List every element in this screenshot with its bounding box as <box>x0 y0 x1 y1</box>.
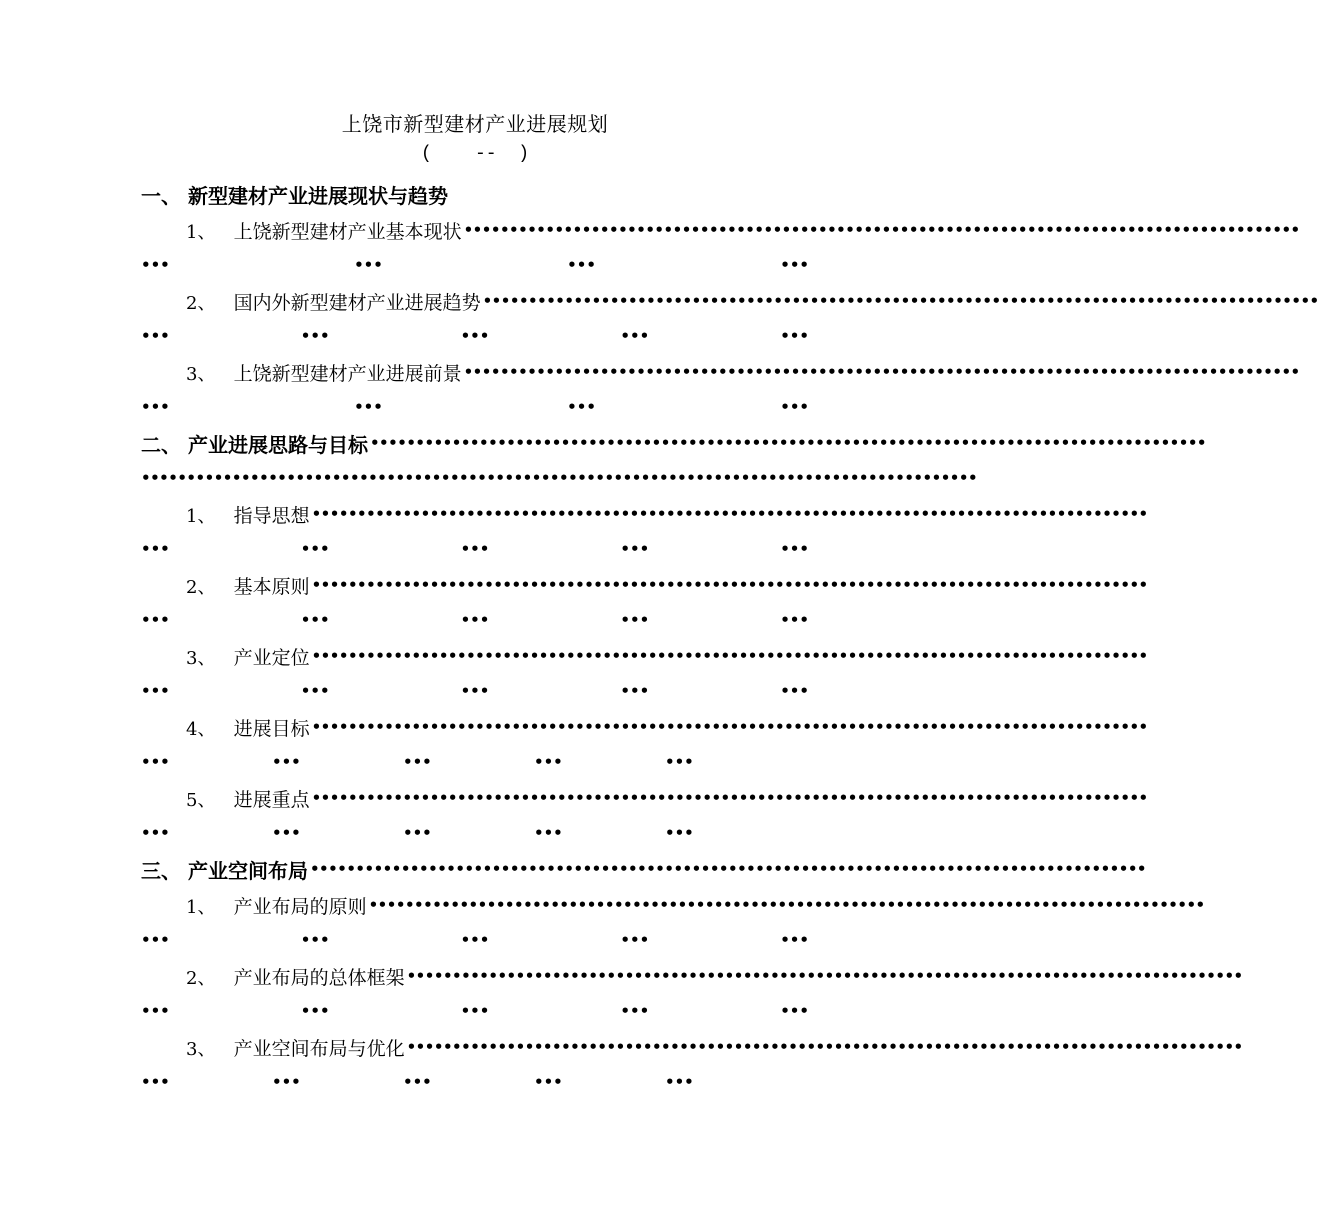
toc-item-2-4[interactable] <box>186 712 1148 742</box>
toc-section-2-label: 二、 产业进展思路与目标 <box>141 432 368 457</box>
toc-item-3-2[interactable] <box>186 961 1243 991</box>
toc-leader-continuation: •••••••••••••••••••••••••••••••••••••••••••••••••••••••••••••••••••••••••••••••••••••••••••• <box>141 469 978 487</box>
toc-leader-continuation: ••• ••• ••• ••• ••• <box>141 931 809 949</box>
toc-item-label: 产业定位 <box>233 646 310 669</box>
toc-item-number: 1、 <box>186 221 216 243</box>
toc-dot-leader: •••••••••••••••••••••••••••••••••••••••••••••••••••••••••••••••••••••••••••••••••••••••••••• <box>369 434 1207 452</box>
toc-item-number: 1、 <box>186 896 216 918</box>
toc-item-label: 上饶新型建材产业进展前景 <box>233 362 462 385</box>
toc-dot-leader: •••••••••••••••••••••••••••••••••••••••••••••••••••••••••••••••••••••••••••••••••••••••••••• <box>311 576 1148 594</box>
toc-item-3-1[interactable] <box>186 890 1205 920</box>
toc-item-number: 3、 <box>186 1038 216 1060</box>
document-subtitle: ( -- ) <box>420 144 530 164</box>
toc-item-label: 产业空间布局与优化 <box>233 1037 405 1060</box>
toc-leader-continuation: ••• ••• ••• ••• ••• <box>141 611 809 629</box>
toc-leader-continuation: ••• ••• ••• ••• ••• <box>141 682 809 700</box>
toc-dot-leader: •••••••••••••••••••••••••••••••••••••••••••••••••••••••••••••••••••••••••••••••••••••••••••• <box>368 896 1205 914</box>
toc-item-number: 3、 <box>186 647 216 669</box>
toc-dot-leader: •••••••••••••••••••••••••••••••••••••••••••••••••••••••••••••••••••••••••••••••••••••••••••• <box>311 789 1148 807</box>
toc-item-label: 产业布局的原则 <box>233 895 367 918</box>
toc-item-label: 进展重点 <box>233 788 310 811</box>
toc-leader-continuation: ••• ••• ••• ••• ••• <box>141 1002 809 1020</box>
toc-section-1-label: 一、 新型建材产业进展现状与趋势 <box>141 183 448 208</box>
toc-dot-leader: •••••••••••••••••••••••••••••••••••••••••••••••••••••••••••••••••••••••••••••••••••••••••••• <box>406 967 1243 985</box>
toc-item-number: 2、 <box>186 967 216 989</box>
toc-section-2[interactable] <box>141 428 1207 458</box>
toc-section-3-label: 三、 产业空间布局 <box>141 858 308 883</box>
toc-item-number: 2、 <box>186 292 216 314</box>
toc-item-2-1[interactable] <box>186 499 1148 529</box>
toc-item-label: 产业布局的总体框架 <box>233 966 405 989</box>
toc-dot-leader: •••••••••••••••••••••••••••••••••••••••••••••••••••••••••••••••••••••••••••••••••••••••••••• <box>482 292 1319 310</box>
toc-dot-leader: •••••••••••••••••••••••••••••••••••••••••••••••••••••••••••••••••••••••••••••••••••••••••••• <box>463 221 1300 239</box>
toc-dot-leader: •••••••••••••••••••••••••••••••••••••••••••••••••••••••••••••••••••••••••••••••••••••••••••• <box>311 718 1148 736</box>
toc-dot-leader: •••••••••••••••••••••••••••••••••••••••••••••••••••••••••••••••••••••••••••••••••••••••••••• <box>309 860 1147 878</box>
toc-item-label: 上饶新型建材产业基本现状 <box>233 220 462 243</box>
toc-dot-leader: •••••••••••••••••••••••••••••••••••••••••••••••••••••••••••••••••••••••••••••••••••••••••••• <box>463 363 1300 381</box>
toc-item-label: 国内外新型建材产业进展趋势 <box>233 291 481 314</box>
toc-item-1-3[interactable] <box>186 357 1300 387</box>
toc-item-3-3[interactable] <box>186 1032 1243 1062</box>
toc-item-number: 3、 <box>186 363 216 385</box>
toc-item-2-2[interactable] <box>186 570 1148 600</box>
toc-leader-continuation: ••• ••• ••• ••• ••• <box>141 1073 694 1091</box>
toc-section-3[interactable] <box>141 854 1147 884</box>
toc-item-label: 指导思想 <box>233 504 310 527</box>
toc-leader-continuation: ••• ••• ••• ••• ••• <box>141 327 809 345</box>
toc-dot-leader: •••••••••••••••••••••••••••••••••••••••••••••••••••••••••••••••••••••••••••••••••••••••••••• <box>311 505 1148 523</box>
toc-item-number: 1、 <box>186 505 216 527</box>
toc-dot-leader: •••••••••••••••••••••••••••••••••••••••••••••••••••••••••••••••••••••••••••••••••••••••••••• <box>406 1038 1243 1056</box>
toc-dot-leader: •••••••••••••••••••••••••••••••••••••••••••••••••••••••••••••••••••••••••••••••••••••••••••• <box>311 647 1148 665</box>
toc-leader-continuation: ••• ••• ••• ••• ••• <box>141 753 694 771</box>
toc-item-label: 基本原则 <box>233 575 310 598</box>
toc-item-number: 4、 <box>186 718 216 740</box>
toc-item-1-1[interactable] <box>186 215 1300 245</box>
toc-item-2-3[interactable] <box>186 641 1148 671</box>
toc-leader-continuation: ••• ••• ••• ••• <box>141 256 809 274</box>
toc-item-label: 进展目标 <box>233 717 310 740</box>
toc-leader-continuation: ••• ••• ••• ••• ••• <box>141 824 694 842</box>
toc-item-number: 2、 <box>186 576 216 598</box>
toc-section-1[interactable] <box>141 179 809 209</box>
toc-item-2-5[interactable] <box>186 783 1148 813</box>
toc-leader-continuation: ••• ••• ••• ••• <box>141 398 809 416</box>
toc-leader-continuation: ••• ••• ••• ••• ••• <box>141 540 809 558</box>
document-title: 上饶市新型建材产业进展规划 <box>341 112 609 136</box>
toc-item-number: 5、 <box>186 789 216 811</box>
toc-item-1-2[interactable] <box>186 286 1319 316</box>
